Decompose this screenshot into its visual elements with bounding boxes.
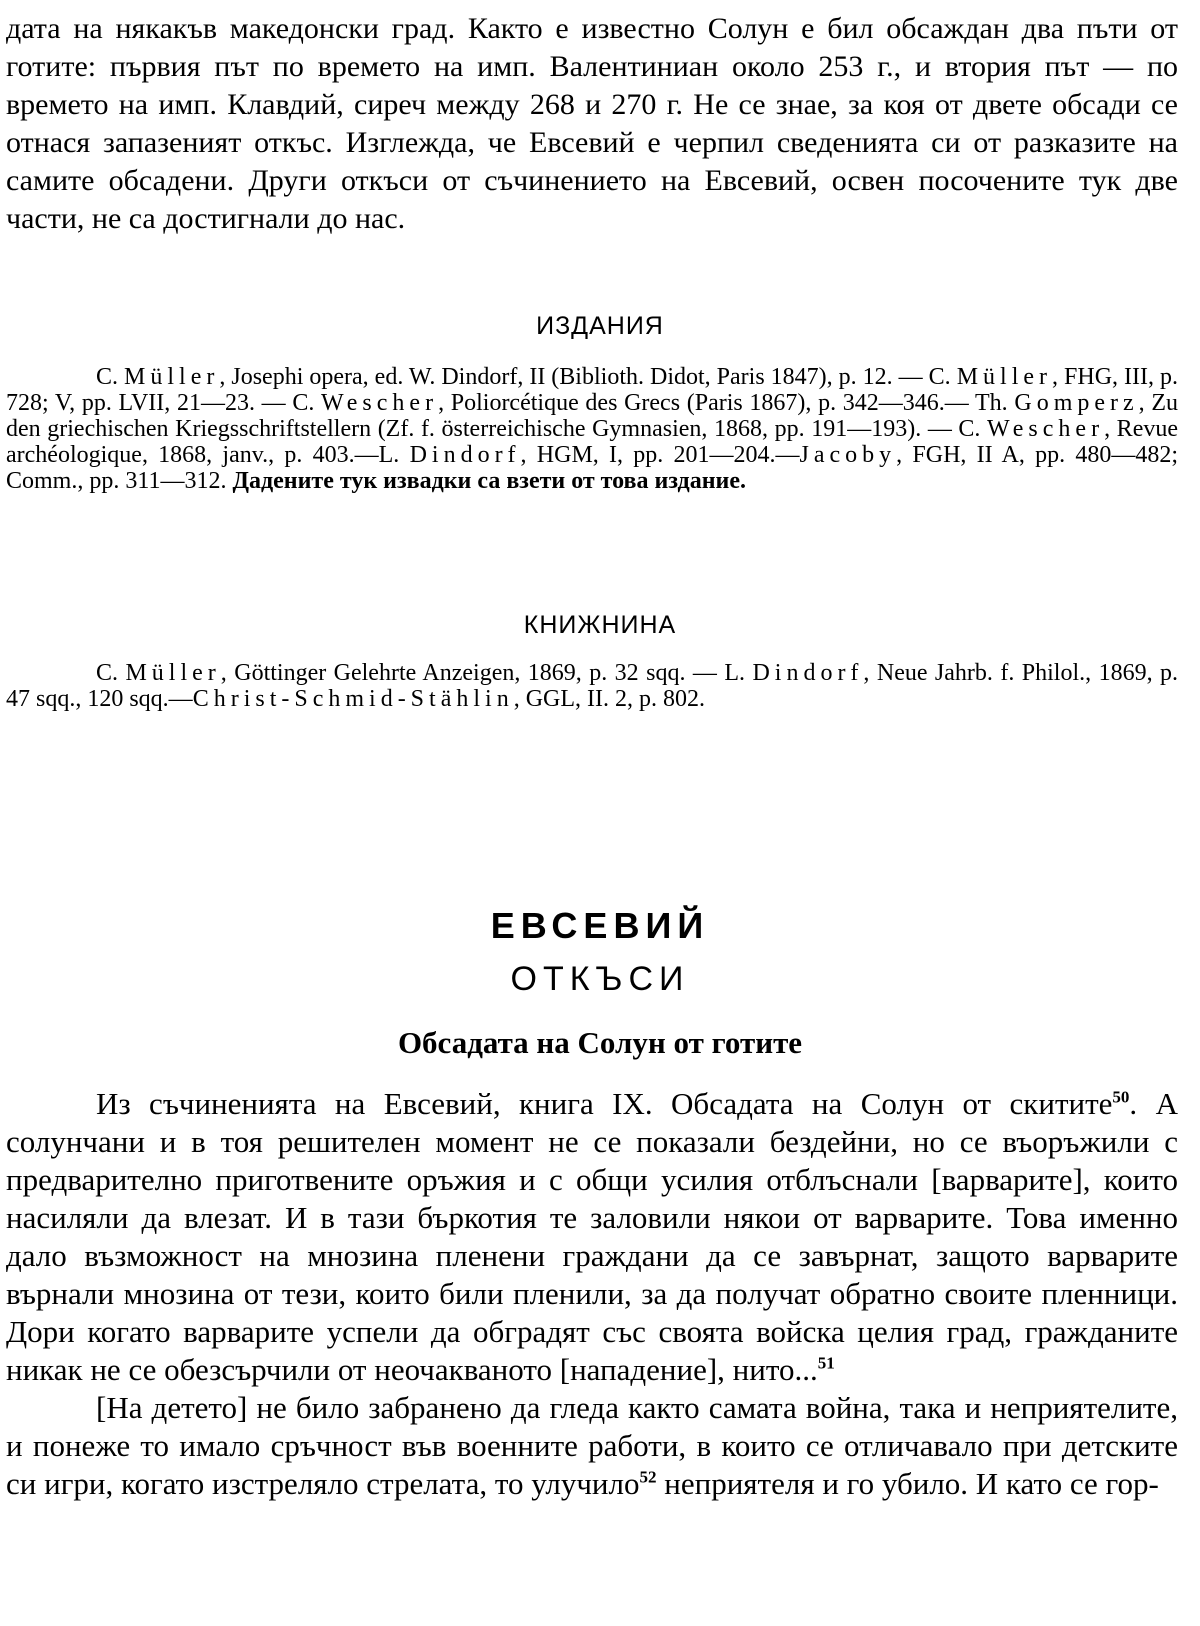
footnote-ref: 51 [817, 1353, 835, 1373]
main-text [6, 1085, 1178, 1503]
editions-heading: ИЗДАНИЯ [536, 312, 664, 340]
literature-text: , Göttinger Gelehrte Anzeigen, 1869, p. 32 sqq. — L. [220, 660, 745, 686]
footnote-ref: 50 [1112, 1087, 1130, 1107]
editions-author: Müller [956, 364, 1053, 390]
body-text: Из съчиненията на Евсевий, книга IX. Обсадата на Солун от скитите [96, 1086, 1113, 1121]
body-text: [На детето] не било забранено да гледа както самата война, така и неприятелите, и понеже то имало сръчност във военните работи, в които се отличавало при детските си игри, когато изстреляло стрелата, то улучило [6, 1390, 1178, 1501]
editions-text: , Poliorcétique des Grecs (Paris 1867), p. 342—346.— Th. [438, 390, 1008, 416]
editions-paragraph [6, 364, 1178, 494]
editions-text: C. [96, 364, 119, 390]
editions-text: , FGH, II A, pp. 480—482; Comm., pp. 311—312. [6, 442, 1179, 494]
literature-author: Christ-Schmid-Stählin [192, 686, 514, 712]
editions-list [6, 364, 1178, 494]
editions-author: Jacoby [799, 442, 897, 468]
editions-text: , HGM, I, pp. 201—204.— [520, 442, 800, 468]
editions-author: Wescher [321, 390, 439, 416]
intro-text [6, 10, 1178, 238]
body-text: неприятеля и го убило. И като се гор- [656, 1466, 1159, 1501]
literature-text: C. [96, 660, 119, 686]
body-paragraph-2 [6, 1389, 1178, 1503]
editions-text: , Revue archéologique, 1868, janv., p. 403.—L. [6, 416, 1178, 468]
editions-author: Müller [124, 364, 220, 390]
body-paragraph-1 [6, 1085, 1178, 1389]
fragments-subheading: ОТКЪСИ [510, 960, 690, 998]
editions-author: Dindorf [409, 442, 521, 468]
literature-text: , Neue Jahrb. f. Philol., 1869, p. 47 sqq., 120 sqq.— [6, 660, 1179, 712]
literature-text: , GGL, II. 2, p. 802. [513, 686, 705, 712]
editions-text: , FHG, III, p. 728; V, pp. LVII, 21—23. — C. [6, 364, 1179, 416]
body-text: . А солунчани и в тоя решителен момент не се показали бездейни, но се въоръжили с предварително приготвените оръжия и с общи усилия отблъснали [варварите], които насиляли да влезат. И в тази бъркотия те заловили някои от варварите. Това именно дало възможност на мнозина пленени граждани да се завърнат, защото варварите върнали мнозина от тези, които били пленили, за да получат обратно своите пленници. Дори когато варварите успели да обградят със своята войска целия град, гражданите никак не се обезсърчили от неочакваното [нападение], нито... [6, 1086, 1178, 1387]
editions-author: Wescher [987, 416, 1105, 442]
literature-paragraph [6, 660, 1178, 712]
literature-author: Müller [125, 660, 221, 686]
literature-list [6, 660, 1178, 712]
intro-paragraph: дата на някакъв македонски град. Както е известно Солун е бил обсаждан два пъти от готите: първия път по времето на имп. Валентиниан около 253 г., и втория път — по времето на имп. Клавдий, сиреч между 268 и 270 г. Не се знае, за коя от двете обсади се отнася запазеният откъс. Изглежда, че Евсевий е черпил сведенията си от разказите на самите обсадени. Други откъси от съчинението на Евсевий, освен посочените тук две части, не са достигнали до нас. [6, 12, 1178, 235]
author-heading: ЕВСЕВИЙ [490, 905, 710, 946]
section-title: Обсадата на Солун от готите [397, 1025, 803, 1060]
editions-note: Дадените тук извадки са взети от това издание. [232, 468, 747, 494]
footnote-ref: 52 [639, 1467, 657, 1487]
literature-heading: КНИЖНИНА [523, 611, 677, 639]
editions-text: , Josephi opera, ed. W. Dindorf, II (Biblioth. Didot, Paris 1847), p. 12. — C. [219, 364, 951, 390]
editions-author: Gomperz [1014, 390, 1139, 416]
editions-text: , Zu den griechischen Kriegsschriftstellern (Zf. f. österreichische Gymnasien, 1868, pp. 191—193). — C. [6, 390, 1179, 442]
literature-author: Dindorf [752, 660, 864, 686]
